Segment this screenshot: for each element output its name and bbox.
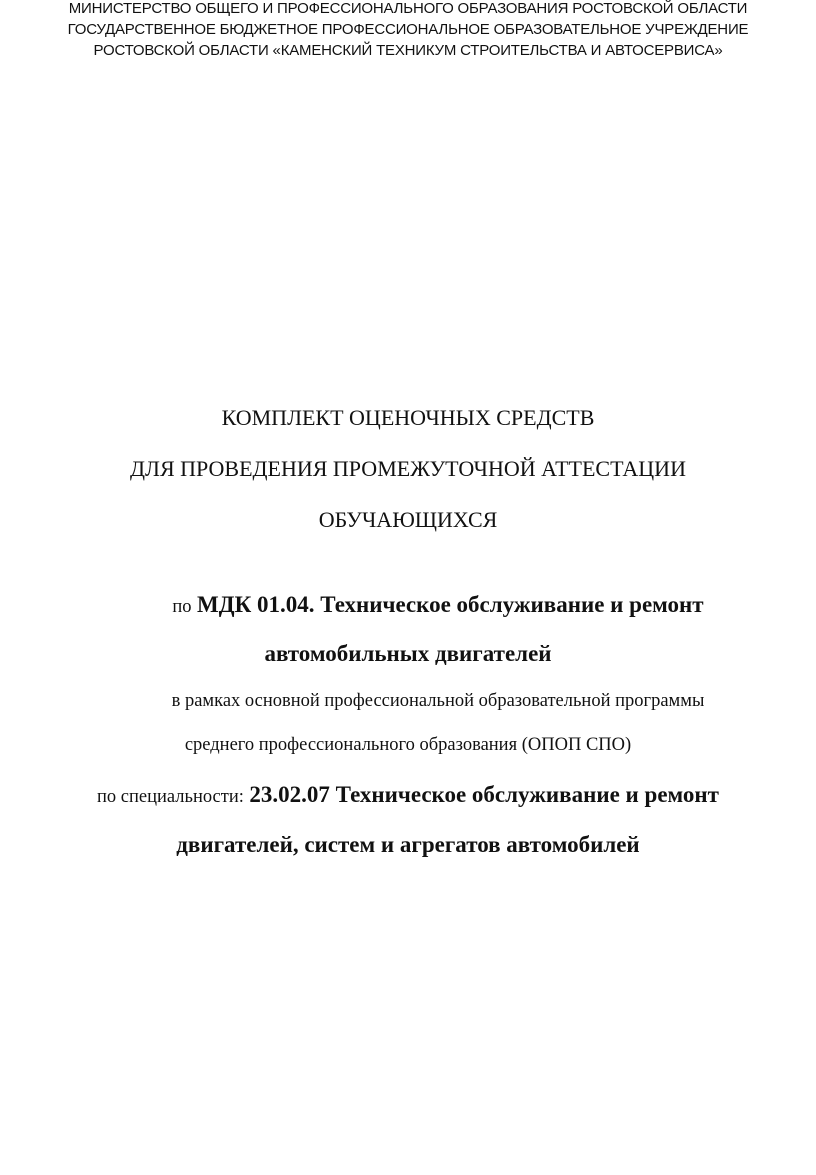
subject-prefix: по bbox=[172, 597, 192, 617]
subject-name: МДК 01.04. Техническое обслуживание и ремонт bbox=[197, 592, 704, 617]
program-line-2: среднего профессионального образования (ОПОП СПО) bbox=[184, 735, 632, 755]
subject-line-1 bbox=[30, 592, 816, 618]
specialty-prefix: по специальности: bbox=[97, 787, 244, 807]
institution-name-header: РОСТОВСКОЙ ОБЛАСТИ «КАМЕНСКИЙ ТЕХНИКУМ СТРОИТЕЛЬСТВА И АВТОСЕРВИСА» bbox=[93, 42, 723, 59]
subject-line-2 bbox=[0, 641, 816, 667]
ministry-header: МИНИСТЕРСТВО ОБЩЕГО И ПРОФЕССИОНАЛЬНОГО ОБРАЗОВАНИЯ РОСТОВСКОЙ ОБЛАСТИ bbox=[68, 0, 748, 17]
specialty-name-continued: двигателей, систем и агрегатов автомобилей bbox=[176, 832, 640, 857]
specialty-line-2 bbox=[0, 832, 816, 858]
document-title-line-2: ДЛЯ ПРОВЕДЕНИЯ ПРОМЕЖУТОЧНОЙ АТТЕСТАЦИИ bbox=[130, 456, 686, 481]
subject-name-continued: автомобильных двигателей bbox=[264, 641, 552, 666]
program-line-1: в рамках основной профессиональной образовательной программы bbox=[171, 691, 705, 711]
document-title-line-3: ОБУЧАЮЩИХСЯ bbox=[318, 507, 498, 532]
institution-type-header: ГОСУДАРСТВЕННОЕ БЮДЖЕТНОЕ ПРОФЕССИОНАЛЬНОЕ ОБРАЗОВАТЕЛЬНОЕ УЧРЕЖДЕНИЕ bbox=[67, 21, 749, 38]
specialty-line-1 bbox=[0, 782, 816, 808]
specialty-name: 23.02.07 Техническое обслуживание и ремонт bbox=[249, 782, 719, 807]
document-title-line-1: КОМПЛЕКТ ОЦЕНОЧНЫХ СРЕДСТВ bbox=[221, 405, 595, 430]
